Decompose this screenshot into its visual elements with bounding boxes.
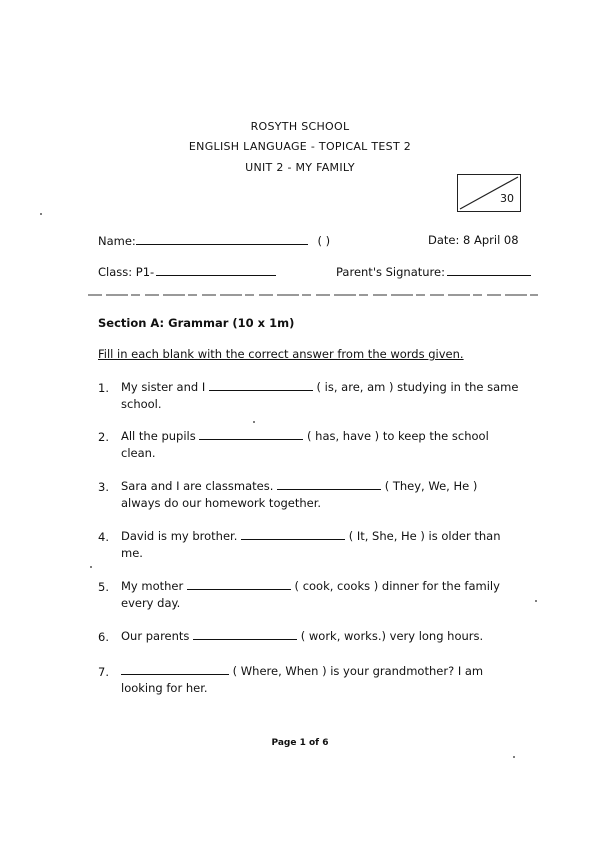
question-5 [121, 578, 531, 612]
question-number: 2. [98, 430, 109, 444]
answer-blank[interactable] [193, 628, 297, 640]
signature-blank[interactable] [447, 264, 531, 276]
question-number: 4. [98, 530, 109, 544]
name-blank[interactable] [136, 233, 308, 245]
scan-speck [40, 213, 42, 215]
answer-blank[interactable] [187, 578, 291, 590]
question-options: ( They, We, He ) [384, 479, 478, 493]
question-number: 7. [98, 665, 109, 679]
question-options: ( Where, When ) is your grandmother? I am [232, 664, 484, 678]
question-number: 6. [98, 630, 109, 644]
dashed-separator [88, 294, 538, 296]
question-4 [121, 528, 531, 562]
question-1 [121, 379, 531, 413]
signature-row [336, 264, 531, 279]
answer-blank[interactable] [277, 478, 381, 490]
question-options: ( is, are, am ) studying in the same [316, 380, 519, 394]
answer-blank[interactable] [121, 663, 229, 675]
question-2 [121, 428, 531, 462]
question-text: All the pupils [121, 429, 196, 443]
question-options: ( has, have ) to keep the school [307, 429, 489, 443]
score-box [457, 174, 521, 212]
question-number: 5. [98, 580, 109, 594]
register-number-paren: ( ) [317, 234, 331, 248]
question-text: David is my brother. [121, 529, 238, 543]
scan-speck [90, 566, 92, 568]
question-number: 3. [98, 480, 109, 494]
question-options: ( It, She, He ) is older than [348, 529, 501, 543]
answer-blank[interactable] [241, 528, 345, 540]
scan-speck [535, 600, 537, 602]
section-title: Section A: Grammar (10 x 1m) [98, 316, 295, 330]
question-options: ( cook, cooks ) dinner for the family [294, 579, 500, 593]
question-text: Sara and I are classmates. [121, 479, 274, 493]
signature-label: Parent's Signature: [336, 265, 445, 279]
unit-title: UNIT 2 - MY FAMILY [245, 161, 355, 174]
question-text-cont: me. [121, 546, 143, 560]
page-number: Page 1 of 6 [271, 738, 329, 748]
class-blank[interactable] [156, 264, 276, 276]
name-label: Name: [98, 234, 136, 248]
question-text-cont: school. [121, 397, 162, 411]
question-text-cont: every day. [121, 596, 181, 610]
class-label: Class: P1- [98, 265, 155, 279]
question-text: Our parents [121, 629, 190, 643]
class-row [98, 264, 276, 279]
question-text-cont: looking for her. [121, 681, 208, 695]
test-title: ENGLISH LANGUAGE - TOPICAL TEST 2 [188, 140, 412, 153]
answer-blank[interactable] [209, 379, 313, 391]
scan-speck [253, 421, 255, 423]
question-text-cont: always do our homework together. [121, 496, 322, 510]
question-6 [121, 628, 531, 645]
question-text: My sister and I [121, 380, 206, 394]
question-3 [121, 478, 531, 512]
name-row [98, 233, 330, 248]
question-7 [121, 663, 531, 697]
question-number: 1. [98, 381, 109, 395]
date-text: Date: 8 April 08 [428, 233, 519, 247]
school-name: ROSYTH SCHOOL [250, 120, 350, 133]
scan-speck [513, 756, 515, 758]
answer-blank[interactable] [199, 428, 303, 440]
section-instruction: Fill in each blank with the correct answer from the words given. [98, 347, 464, 361]
score-total: 30 [500, 192, 514, 205]
question-text-cont: clean. [121, 446, 156, 460]
question-options: ( work, works.) very long hours. [300, 629, 484, 643]
question-text: My mother [121, 579, 184, 593]
